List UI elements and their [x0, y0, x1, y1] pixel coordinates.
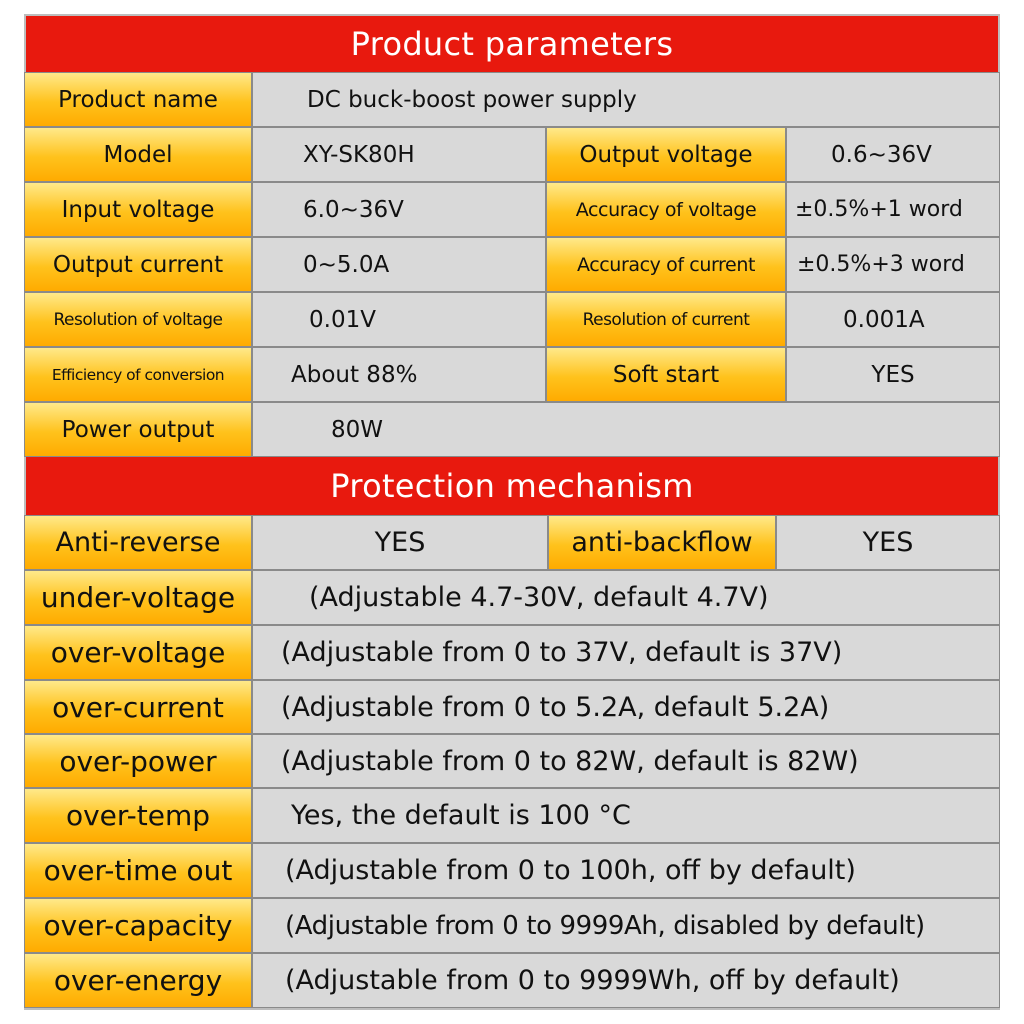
product-parameters-header — [24, 16, 1000, 72]
power-output-value: 80W — [252, 402, 1000, 457]
product-parameters-title: Product parameters — [350, 25, 674, 63]
table-row — [24, 625, 1000, 680]
input-voltage-label: Input voltage — [24, 182, 252, 237]
over-time-out-label: over-time out — [24, 843, 252, 898]
anti-backflow-label: anti-backflow — [548, 515, 776, 570]
table-row — [24, 570, 1000, 625]
efficiency-of-conversion-value: About 88% — [252, 347, 546, 402]
over-energy-value: (Adjustable from 0 to 9999Wh, off by default) — [252, 953, 1000, 1008]
table-row — [24, 182, 1000, 237]
accuracy-of-voltage-label: Accuracy of voltage — [546, 182, 786, 237]
accuracy-of-current-value: ±0.5%+3 word — [786, 237, 1000, 292]
soft-start-value: YES — [786, 347, 1000, 402]
product-name-label: Product name — [24, 72, 252, 127]
over-capacity-value: (Adjustable from 0 to 9999Ah, disabled by default) — [252, 898, 1000, 953]
anti-backflow-value: YES — [776, 515, 1000, 570]
over-capacity-label: over-capacity — [24, 898, 252, 953]
over-voltage-value: (Adjustable from 0 to 37V, default is 37V) — [252, 625, 1000, 680]
under-voltage-label: under-voltage — [24, 570, 252, 625]
model-label: Model — [24, 127, 252, 182]
table-row — [24, 402, 1000, 457]
table-row — [24, 292, 1000, 347]
over-power-label: over-power — [24, 734, 252, 788]
table-row — [24, 953, 1000, 1008]
table-row — [24, 680, 1000, 734]
over-current-value: (Adjustable from 0 to 5.2A, default 5.2A) — [252, 680, 1000, 734]
table-row — [24, 237, 1000, 292]
power-output-label: Power output — [24, 402, 252, 457]
resolution-of-voltage-value: 0.01V — [252, 292, 546, 347]
accuracy-of-current-label: Accuracy of current — [546, 237, 786, 292]
soft-start-label: Soft start — [546, 347, 786, 402]
accuracy-of-voltage-value: ±0.5%+1 word — [786, 182, 1000, 237]
output-voltage-value: 0.6~36V — [786, 127, 1000, 182]
table-row — [24, 788, 1000, 843]
over-power-value: (Adjustable from 0 to 82W, default is 82W) — [252, 734, 1000, 788]
over-voltage-label: over-voltage — [24, 625, 252, 680]
table-row — [24, 843, 1000, 898]
table-row — [24, 515, 1000, 570]
table-row — [24, 72, 1000, 127]
anti-reverse-label: Anti-reverse — [24, 515, 252, 570]
model-value: XY-SK80H — [252, 127, 546, 182]
resolution-of-current-value: 0.001A — [786, 292, 1000, 347]
protection-mechanism-header — [24, 457, 1000, 515]
over-temp-value: Yes, the default is 100 °C — [252, 788, 1000, 843]
table-row — [24, 347, 1000, 402]
over-current-label: over-current — [24, 680, 252, 734]
over-temp-label: over-temp — [24, 788, 252, 843]
input-voltage-value: 6.0~36V — [252, 182, 546, 237]
table-row — [24, 898, 1000, 953]
table-row — [24, 127, 1000, 182]
anti-reverse-value: YES — [252, 515, 548, 570]
under-voltage-value: (Adjustable 4.7-30V, default 4.7V) — [252, 570, 1000, 625]
efficiency-of-conversion-label: Efficiency of conversion — [24, 347, 252, 402]
resolution-of-voltage-label: Resolution of voltage — [24, 292, 252, 347]
output-voltage-label: Output voltage — [546, 127, 786, 182]
resolution-of-current-label: Resolution of current — [546, 292, 786, 347]
table-row — [24, 734, 1000, 788]
output-current-label: Output current — [24, 237, 252, 292]
protection-mechanism-title: Protection mechanism — [330, 467, 694, 505]
over-energy-label: over-energy — [24, 953, 252, 1008]
output-current-value: 0~5.0A — [252, 237, 546, 292]
over-time-out-value: (Adjustable from 0 to 100h, off by default) — [252, 843, 1000, 898]
product-name-value: DC buck-boost power supply — [252, 72, 1000, 127]
